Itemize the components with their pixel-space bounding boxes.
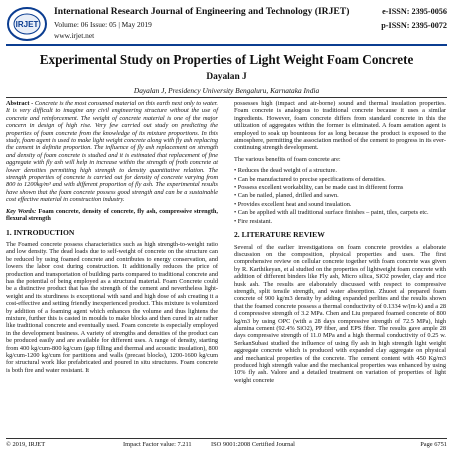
list-item: • Can be applied with all traditional surface finishes – paint, tiles, carpets etc. bbox=[234, 209, 429, 217]
page-footer bbox=[6, 441, 447, 451]
footer-certification: ISO 9001:2008 Certified Journal bbox=[211, 441, 295, 448]
journal-name: International Research Journal of Engineering and Technology (IRJET) bbox=[54, 6, 350, 17]
header-rule bbox=[6, 44, 447, 46]
list-item: • Can be nailed, planed, drilled and sawn. bbox=[234, 192, 339, 200]
list-item: • Can be manufactured to precise specifications of densities. bbox=[234, 175, 386, 183]
list-item: • Reduces the dead weight of a structure. bbox=[234, 167, 337, 175]
title-rule bbox=[6, 97, 447, 98]
abstract-label: Abstract - bbox=[6, 100, 34, 107]
abstract-text: Concrete is the most consumed material on this earth next only to water. It is very difficult to imagine any civil engineering structure without the use of concrete and reinforcement. The weight of concrete material is one of the major concern in design of high rise. Very few carried out study on predicting the properties of foam concrete from the knowledge of its mixture proportions. In this study, foam agent is used to make light weight concrete along with fly ash replacing the cement in definite proportion. The influence of fly ash replacement on strength and density of foam concrete is studied and it is estimated that replacement of fine aggregate with fly ash will help in increase within the strength of froth concrete at lower densities permitting high strength to density quantitative relation. The strength properties of concrete is carried out for density of concrete varying from 800 to 1200kg/m³ and with different proportion of fly ash. The experimental results have shown that the foam concrete possess good strength and can be a sustainable cost effective material in construction industry. bbox=[6, 100, 218, 204]
journal-volume: Volume: 06 Issue: 05 | May 2019 bbox=[54, 20, 152, 29]
introduction-text: The Foamed concrete possess characteristics such as high strength-to-weight ratio and low density. The dead loads due to self-weight of concrete on the structure can be reduced by using foamed concrete and contributes to energy conservation, and lowers the labor cost during construction. It additionally reduces the price of production and transportation of building parts compared to traditional concrete and has the potential of being employed as a structural material. Foam Concrete could be a distinctive product that has the strength of the cement and nevertheless light-weight and its sturdiness is exceptional with sand and high dose of ash creating it a cost-effective and setting friendly inexperienced product. This mixture is volumized by addition of a foaming agent which enhances the volume and thus lightens the mixture, further this is casted in moulds to make blocks and then cured in air rather like traditional concrete and eventually used. Foam concrete is especially employed in the development business. A variety of strengths and densities of the product can be produced easily and are available for different uses. A range of density, starting from 400 kg/cum-800 kg/cum (gap filling and thermal and acoustic insulation), 800 kg/cum-1200 kg/cum for partitions and walls (precast blocks), 1200-1600 kg/cum for structural work like prefabricated and poured in situ structures. Foam concrete is both fire and water resistant. It bbox=[6, 240, 218, 374]
introduction-continued: possesses high (impact and air-borne) sound and thermal insulation properties. Foam concrete is analogous to traditional concrete because it uses a similar ingredients. However, foam concrete differs from standard concrete in this the utilization of aggregates within the former is eliminated. A foam aeration agent is employed to soak up bounteous for as long because the product is exposed to the atmosphere, permitting the association method of the cement to progress in its ever-continuing strength development. bbox=[234, 100, 446, 152]
footer-page-number: Page 6751 bbox=[420, 441, 447, 448]
logo-text: IRJET bbox=[15, 20, 39, 29]
footer-rule bbox=[6, 438, 447, 439]
introduction-heading: 1. INTRODUCTION bbox=[6, 227, 75, 237]
journal-website[interactable]: www.irjet.net bbox=[54, 31, 95, 40]
literature-review-heading: 2. LITERATURE REVIEW bbox=[234, 230, 325, 240]
abstract bbox=[6, 100, 218, 204]
list-item: • Possess excellent workability, can be made cast in different forms bbox=[234, 184, 404, 192]
paper-title: Experimental Study on Properties of Light Weight Foam Concrete bbox=[39, 52, 414, 67]
e-issn: e-ISSN: 2395-0056 bbox=[382, 7, 447, 16]
list-item: • Fire resistant. bbox=[234, 217, 273, 225]
footer-impact-factor: Impact Factor value: 7.211 bbox=[123, 441, 192, 448]
benefits-intro: The various benefits of foam concrete are: bbox=[234, 155, 341, 163]
paper-author: Dayalan J bbox=[206, 72, 247, 82]
keywords bbox=[6, 208, 218, 223]
left-column bbox=[6, 100, 218, 378]
right-column bbox=[234, 100, 446, 388]
list-item: • Provides excellent heat and sound insulation. bbox=[234, 200, 352, 208]
author-affiliation: Dayalan J, Presidency University Bengaluru, Karnataka India bbox=[133, 86, 320, 95]
literature-review-text: Several of the earlier investigations on foam concrete provides a elaborate discussion on the composition, physical properties and uses. The first comprehensive review on cellular concrete together with foam concrete was given by R. Karthikeyan, et al studied on the properties of lightweight foam concrete with addition of different binders like Fly ash, Micro silica, SiO2 powder, clay and rice husk ash. The results are elaborately discussed with respect to compressive strength, split tensile strength, and water absorption. Zhuoet al prepared foam concrete of 900 kg/m3 density by adding expanded perlites and the results shown that the foamed concrete possess a thermal conductivity of 0.1334 w/(m·k) and a 28 d compressive strength of 3.2 MPa. Chen and Liu prepared foamed concrete of 800 kg/m3 by using OPC (with a 28 days compressive strength of 72.5 MPa), high alumina cement (92.4% SiO2), PP fiber, and EPS fiber. The results gave ample 28 days compressive strength of 11.0 MPa and a high thermal conductivity of 0.25 w. SerkanSubasi studied the influence of using fly ash in high strength light weight aggregate concrete which is produced with expanded clay aggregate on physical and mechanical properties of the concrete. The cement content with 450 Kg/m3 produced high strength value and the mechanical properties was enhanced by using 10% fly ash. Valore and a detailed treatment on variation of properties of light weight concrete bbox=[234, 243, 446, 384]
keywords-label: Key Words: bbox=[6, 207, 37, 215]
benefits-list bbox=[234, 167, 446, 225]
p-issn: p-ISSN: 2395-0072 bbox=[381, 21, 447, 30]
journal-header bbox=[6, 3, 447, 45]
journal-logo-icon bbox=[6, 5, 48, 43]
footer-copyright: © 2019, IRJET bbox=[6, 441, 46, 448]
keywords-text: Foam concrete, density of concrete, fly ash, compressive strength, flexural strength bbox=[6, 207, 218, 223]
